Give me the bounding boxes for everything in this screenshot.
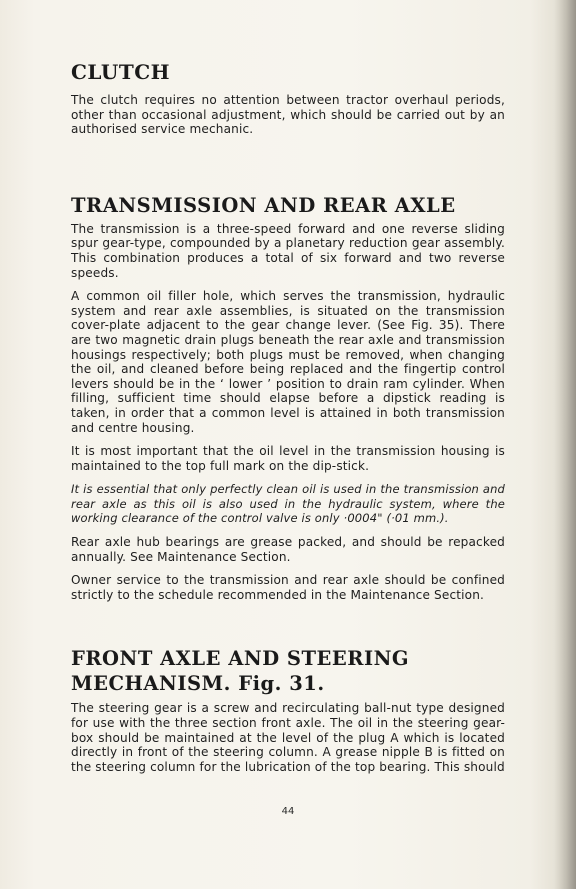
transmission-paragraph-6: Owner service to the transmission and rear axle should be confined strictly to the schedule recommended in the Maintenance Section.: [71, 573, 505, 602]
heading-transmission: TRANSMISSION AND REAR AXLE: [71, 193, 456, 217]
transmission-paragraph-3: It is most important that the oil level in the transmission housing is maintained to the top full mark on the dip-stick.: [71, 444, 505, 473]
transmission-paragraph-1: The transmission is a three-speed forward and one reverse sliding spur gear-type, compounded by a planetary reduction gear assembly. This combination produces a total of six forward and two reverse speeds.: [71, 221, 505, 280]
heading-front-axle-line1: FRONT AXLE AND STEERING: [71, 647, 410, 671]
book-gutter: [554, 0, 576, 889]
page-number: 44: [281, 806, 295, 817]
heading-clutch: CLUTCH: [71, 60, 171, 84]
transmission-paragraph-5: Rear axle hub bearings are grease packed, and should be repacked annually. See Maintenance Section.: [71, 535, 505, 564]
figure-reference: Fig. 31.: [238, 672, 325, 696]
front-axle-paragraph-1: The steering gear is a screw and recirculating ball-nut type designed for use with the three section front axle. The oil in the steering gear-box should be maintained at the level of the plug A which is located directly in front of the steering column. A grease nipple B is fitted on the steering column for the lubrication of the top bearing. This should: [71, 701, 505, 774]
clutch-paragraph-1: The clutch requires no attention between tractor overhaul periods, other than occasional adjustment, which should be carried out by an authorised service mechanic.: [71, 93, 505, 137]
heading-front-axle-line2: MECHANISM.: [71, 672, 231, 696]
heading-front-axle: [71, 646, 505, 696]
transmission-italic-note: It is essential that only perfectly clean oil is used in the transmission and rear axle as this oil is also used in the hydraulic system, where the working clearance of the control valve is only ·0004" (·01 mm.).: [71, 482, 505, 526]
transmission-paragraph-2: A common oil filler hole, which serves the transmission, hydraulic system and rear axle assemblies, is situated on the transmission cover-plate adjacent to the gear change lever. (See Fig. 35). There are two magnetic drain plugs beneath the rear axle and transmission housings respectively; both plugs must be removed, when changing the oil, and cleaned before being replaced and the fingertip control levers should be in the ‘ lower ’ position to drain ram cylinder. When filling, sufficient time should elapse before a dipstick reading is taken, in order that a common level is attained in both transmission and centre housing.: [71, 289, 505, 435]
page-content: [71, 60, 505, 783]
